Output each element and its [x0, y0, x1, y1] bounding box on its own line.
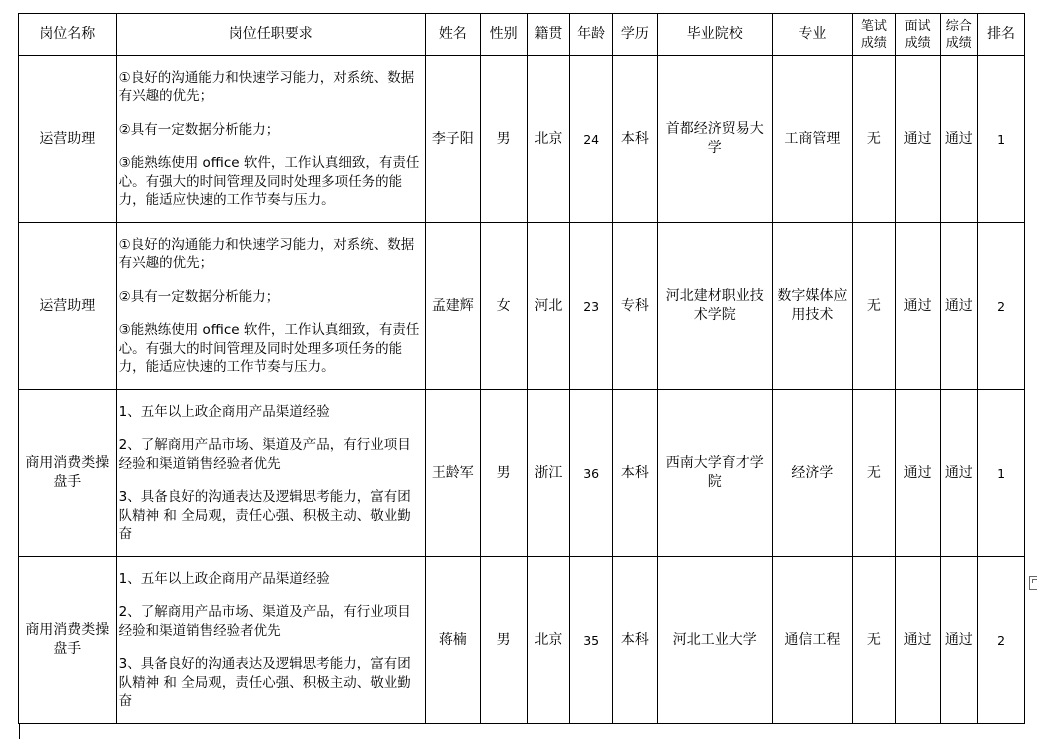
cell-hometown[interactable]: 北京: [527, 557, 570, 724]
cell-name[interactable]: 蒋楠: [425, 557, 480, 724]
cell-written-score[interactable]: 无: [853, 223, 896, 390]
cell-interview-score[interactable]: 通过: [895, 390, 940, 557]
cell-rank[interactable]: 1: [978, 56, 1025, 223]
header-age[interactable]: 年龄: [570, 14, 613, 56]
cell-education[interactable]: 本科: [613, 557, 658, 724]
header-written-score-line2: 成绩: [860, 35, 887, 51]
requirement-line: ②具有一定数据分析能力；: [118, 288, 280, 305]
cell-education[interactable]: 专科: [613, 223, 658, 390]
cell-age[interactable]: 35: [570, 557, 613, 724]
cell-education[interactable]: 本科: [613, 390, 658, 557]
cell-overall-score[interactable]: 通过: [940, 223, 978, 390]
cell-rank[interactable]: 1: [978, 390, 1025, 557]
requirement-line: 1、五年以上政企商用产品渠道经验: [118, 570, 330, 587]
table-row: [19, 223, 1025, 390]
requirement-line: ③能熟练使用 office 软件，工作认真细致，有责任心。有强大的时间管理及同时处理多项任务的能力，能适应快速的工作节奏与压力。: [118, 322, 420, 375]
header-education[interactable]: 学历: [613, 14, 658, 56]
header-requirements[interactable]: 岗位任职要求: [116, 14, 425, 56]
requirement-line: ①良好的沟通能力和快速学习能力，对系统、数据有兴趣的优先；: [118, 69, 415, 104]
header-school[interactable]: 毕业院校: [657, 14, 772, 56]
cell-name[interactable]: 李子阳: [425, 56, 480, 223]
cell-overall-score[interactable]: 通过: [940, 390, 978, 557]
cell-name[interactable]: 孟建辉: [425, 223, 480, 390]
requirement-line: ①良好的沟通能力和快速学习能力，对系统、数据有兴趣的优先；: [118, 236, 415, 271]
requirement-line: 2、了解商用产品市场、渠道及产品，有行业项目经验和渠道销售经验者优先: [118, 437, 411, 472]
requirement-line: 1、五年以上政企商用产品渠道经验: [118, 403, 330, 420]
header-rank[interactable]: 排名: [978, 14, 1025, 56]
cell-name[interactable]: 王龄军: [425, 390, 480, 557]
cell-position[interactable]: 商用消费类操盘手: [19, 390, 117, 557]
cell-major[interactable]: 数字媒体应用技术: [772, 223, 852, 390]
cell-hometown[interactable]: 浙江: [527, 390, 570, 557]
cell-overall-score[interactable]: 通过: [940, 56, 978, 223]
header-written-score-line1: 笔试: [860, 18, 887, 34]
cell-requirements[interactable]: [116, 56, 425, 223]
header-overall-score-line2: 成绩: [945, 35, 972, 51]
cell-written-score[interactable]: 无: [853, 390, 896, 557]
cell-school[interactable]: 河北工业大学: [657, 557, 772, 724]
cell-written-score[interactable]: 无: [853, 557, 896, 724]
cell-requirements[interactable]: [116, 557, 425, 724]
cell-position[interactable]: 运营助理: [19, 56, 117, 223]
table-row: [19, 390, 1025, 557]
cell-gender[interactable]: 男: [480, 557, 527, 724]
requirement-line: 3、具备良好的沟通表达及逻辑思考能力，富有团队精神 和 全局观，责任心强、积极主动、敬业勤奋: [118, 656, 411, 709]
cell-interview-score[interactable]: 通过: [895, 223, 940, 390]
cell-position[interactable]: 运营助理: [19, 223, 117, 390]
cell-major[interactable]: 工商管理: [772, 56, 852, 223]
cell-major[interactable]: 经济学: [772, 390, 852, 557]
cell-rank[interactable]: 2: [978, 557, 1025, 724]
cell-gender[interactable]: 女: [480, 223, 527, 390]
comment-marker-icon[interactable]: [1029, 576, 1037, 590]
header-overall-score-line1: 综合: [945, 18, 972, 34]
header-row: [19, 14, 1025, 56]
cell-school[interactable]: 西南大学育才学院: [657, 390, 772, 557]
candidate-table: [18, 13, 1025, 724]
cell-hometown[interactable]: 北京: [527, 56, 570, 223]
header-major[interactable]: 专业: [772, 14, 852, 56]
cell-gender[interactable]: 男: [480, 390, 527, 557]
header-position[interactable]: 岗位名称: [19, 14, 117, 56]
cell-requirements[interactable]: [116, 223, 425, 390]
header-interview-score-line2: 成绩: [904, 35, 931, 51]
cell-school[interactable]: 河北建材职业技术学院: [657, 223, 772, 390]
header-name[interactable]: 姓名: [425, 14, 480, 56]
cell-gender[interactable]: 男: [480, 56, 527, 223]
header-overall-score[interactable]: [940, 14, 978, 56]
cell-education[interactable]: 本科: [613, 56, 658, 223]
cell-requirements[interactable]: [116, 390, 425, 557]
cell-rank[interactable]: 2: [978, 223, 1025, 390]
cell-written-score[interactable]: 无: [853, 56, 896, 223]
cell-major[interactable]: 通信工程: [772, 557, 852, 724]
cell-age[interactable]: 23: [570, 223, 613, 390]
requirement-line: 2、了解商用产品市场、渠道及产品，有行业项目经验和渠道销售经验者优先: [118, 604, 411, 639]
cell-interview-score[interactable]: 通过: [895, 56, 940, 223]
requirement-line: ②具有一定数据分析能力；: [118, 121, 280, 138]
cell-hometown[interactable]: 河北: [527, 223, 570, 390]
cell-age[interactable]: 24: [570, 56, 613, 223]
table-row: [19, 557, 1025, 724]
header-gender[interactable]: 性别: [480, 14, 527, 56]
cell-school[interactable]: 首都经济贸易大学: [657, 56, 772, 223]
cell-interview-score[interactable]: 通过: [895, 557, 940, 724]
cell-overall-score[interactable]: 通过: [940, 557, 978, 724]
header-written-score[interactable]: [853, 14, 896, 56]
text-cursor: [19, 724, 20, 739]
cell-age[interactable]: 36: [570, 390, 613, 557]
header-hometown[interactable]: 籍贯: [527, 14, 570, 56]
table-row: [19, 56, 1025, 223]
header-interview-score[interactable]: [895, 14, 940, 56]
header-interview-score-line1: 面试: [904, 18, 931, 34]
cell-position[interactable]: 商用消费类操盘手: [19, 557, 117, 724]
requirement-line: ③能熟练使用 office 软件，工作认真细致，有责任心。有强大的时间管理及同时处理多项任务的能力，能适应快速的工作节奏与压力。: [118, 155, 420, 208]
requirement-line: 3、具备良好的沟通表达及逻辑思考能力，富有团队精神 和 全局观，责任心强、积极主动、敬业勤奋: [118, 489, 411, 542]
